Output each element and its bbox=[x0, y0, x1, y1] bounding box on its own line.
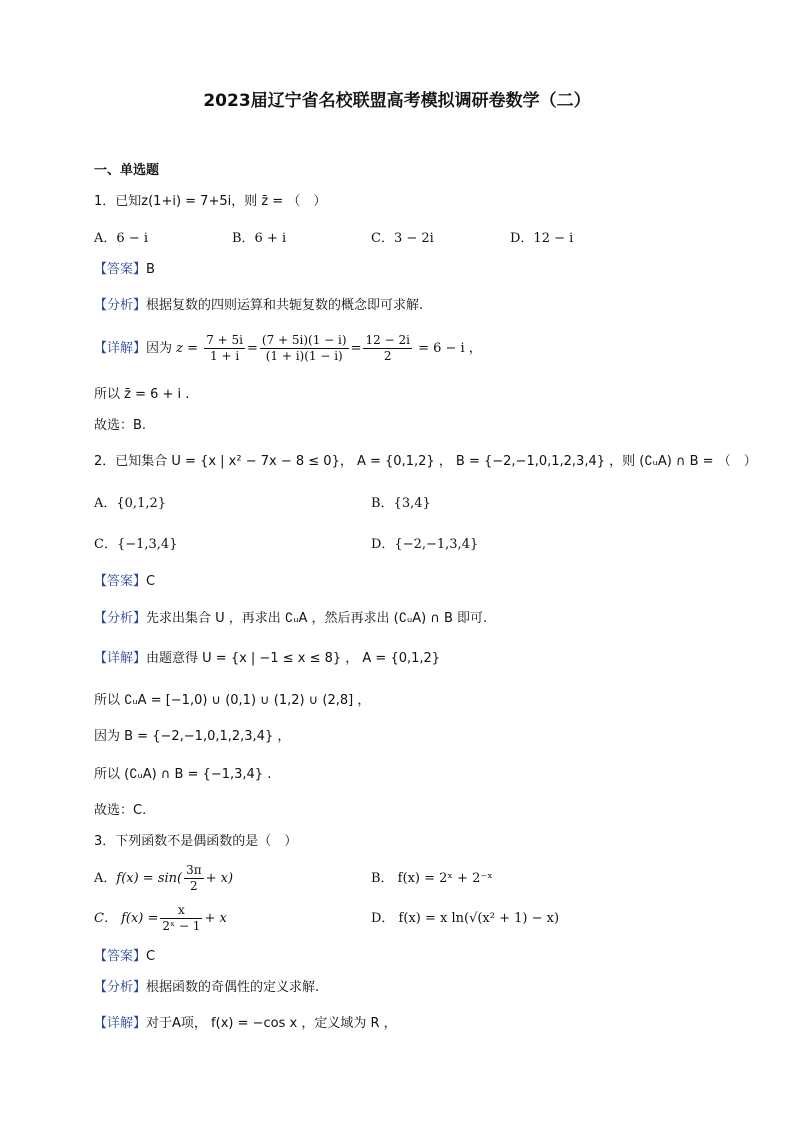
analysis-tag: 【分析】 bbox=[94, 980, 147, 995]
detail-tag: 【详解】 bbox=[94, 1016, 147, 1031]
q3-option-a: A．f(x) = sin( $\frac{3\pi}{2}$ + x) bbox=[94, 863, 234, 893]
q2-conclusion: 故选：C. bbox=[94, 803, 147, 818]
analysis-tag: 【分析】 bbox=[94, 298, 147, 313]
answer-value: B bbox=[146, 262, 155, 277]
question-2-stem: 2．已知集合 U = {x | x² − 7x − 8 ≤ 0}， A = {0,1,2} ， B = {−2,−1,0,1,2,3,4} ，则 (∁ᵤA) ∩ B = （ ） bbox=[94, 454, 757, 469]
q3-option-a-fraction: $\frac{3\pi}{2}$ bbox=[186, 863, 202, 893]
q3-option-c-fraction: $\frac{x}{\text{2ˣ − 1}}$ bbox=[162, 903, 201, 933]
fraction-1: $\frac{7 + 5i}{1 + i}$ bbox=[206, 333, 243, 363]
q2-answer bbox=[94, 573, 155, 591]
q1-option-a: A．6 − i bbox=[94, 231, 148, 246]
detail-z: z = bbox=[176, 341, 199, 356]
q1-analysis bbox=[94, 297, 423, 315]
answer-tag: 【答案】 bbox=[94, 262, 147, 277]
q1-detail: 【详解】因为 z = $\frac{7 + 5i}{1 + i}$ = $\frac{(7 + 5i)(1 - i)}{(1 + i)(1 - i)}$ = $\frac{12 - 2i}{2}$ = 6 − i ， bbox=[94, 333, 482, 363]
detail-tag: 【详解】 bbox=[94, 651, 147, 666]
analysis-text: 根据函数的奇偶性的定义求解. bbox=[146, 980, 320, 995]
detail-tag: 【详解】 bbox=[94, 341, 147, 356]
question-1-stem: 1．已知z(1+i) = 7+5i，则 z̄ = （ ） bbox=[94, 194, 327, 209]
q2-detail bbox=[94, 650, 440, 668]
answer-tag: 【答案】 bbox=[94, 949, 147, 964]
q2-option-d: D．{−2,−1,3,4} bbox=[371, 537, 479, 552]
q3-option-c: C． f(x) = $\frac{x}{\text{2ˣ − 1}}$ + x bbox=[94, 903, 227, 933]
detail-prefix: 因为 bbox=[146, 341, 173, 356]
question-3-stem: 3．下列函数不是偶函数的是（ ） bbox=[94, 834, 298, 849]
q1-line-2: 所以 z̄ = 6 + i . bbox=[94, 387, 190, 402]
q2-option-c: C．{−1,3,4} bbox=[94, 537, 178, 552]
q3-answer bbox=[94, 948, 155, 966]
section-heading: 一、单选题 bbox=[94, 163, 160, 178]
analysis-text: 根据复数的四则运算和共轭复数的概念即可求解. bbox=[146, 298, 424, 313]
q1-option-c: C．3 − 2i bbox=[371, 231, 434, 246]
q2-line-2: 所以 ∁ᵤA = [−1,0) ∪ (0,1) ∪ (1,2) ∪ (2,8] ， bbox=[94, 693, 371, 708]
detail-result: = 6 − i ， bbox=[418, 341, 482, 356]
q3-option-d: D． f(x) = x ln(√(x² + 1) − x) bbox=[371, 911, 560, 926]
fraction-3: $\frac{12 - 2i}{2}$ bbox=[365, 333, 410, 363]
q2-option-a: A．{0,1,2} bbox=[94, 496, 167, 511]
q2-line-3: 因为 B = {−2,−1,0,1,2,3,4} ， bbox=[94, 729, 291, 744]
q2-analysis bbox=[94, 610, 487, 628]
answer-value: C bbox=[146, 574, 156, 589]
q2-option-b: B．{3,4} bbox=[371, 496, 431, 511]
answer-tag: 【答案】 bbox=[94, 574, 147, 589]
detail-text: 由题意得 U = {x | −1 ≤ x ≤ 8} ， A = {0,1,2} bbox=[146, 651, 441, 666]
q1-answer bbox=[94, 261, 155, 279]
answer-value: C bbox=[146, 949, 156, 964]
q3-option-b: B． f(x) = 2ˣ + 2⁻ˣ bbox=[371, 871, 493, 886]
q1-option-d: D．12 − i bbox=[510, 231, 574, 246]
q2-line-4: 所以 (∁ᵤA) ∩ B = {−1,3,4} . bbox=[94, 767, 272, 782]
document-title: 2023届辽宁省名校联盟高考模拟调研卷数学（二） bbox=[203, 91, 591, 111]
analysis-text: 先求出集合 U ，再求出 ∁ᵤA ，然后再求出 (∁ᵤA) ∩ B 即可. bbox=[146, 611, 488, 626]
q3-detail bbox=[94, 1015, 397, 1033]
q1-option-b: B．6 + i bbox=[232, 231, 287, 246]
analysis-tag: 【分析】 bbox=[94, 611, 147, 626]
fraction-2: $\frac{(7 + 5i)(1 - i)}{(1 + i)(1 - i)}$ bbox=[261, 333, 347, 363]
detail-text: 对于A项， f(x) = −cos x ，定义域为 R ， bbox=[146, 1016, 397, 1031]
q1-conclusion: 故选：B. bbox=[94, 418, 147, 433]
q3-analysis bbox=[94, 979, 319, 997]
